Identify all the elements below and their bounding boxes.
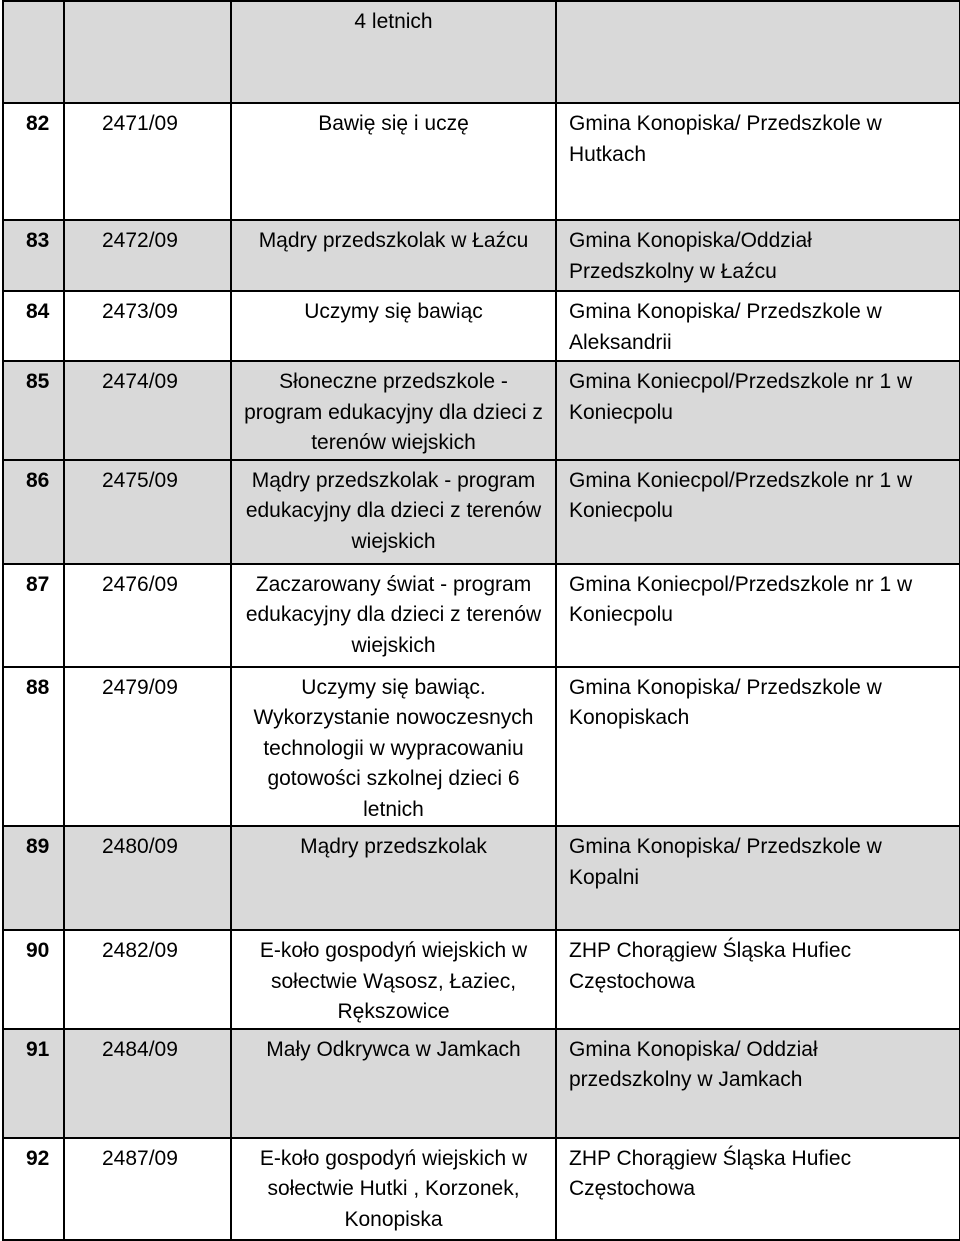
table-row [3, 1, 960, 103]
org-cell [556, 1, 960, 103]
org-cell: Gmina Konopiska/Oddział Przedszkolny w Łaźcu [556, 220, 960, 291]
id-cell: 2474/09 [64, 361, 231, 460]
title-cell: Uczymy się bawiąc [231, 291, 556, 361]
title-cell: Mądry przedszkolak w Łaźcu [231, 220, 556, 291]
id-cell: 2473/09 [64, 291, 231, 361]
org-cell: Gmina Konopiska/ Przedszkole w Hutkach [556, 103, 960, 220]
id-cell: 2484/09 [64, 1029, 231, 1138]
id-cell: 2480/09 [64, 826, 231, 930]
title-cell: 4 letnich [231, 1, 556, 103]
title-cell: Mądry przedszkolak - program edukacyjny dla dzieci z terenów wiejskich [231, 460, 556, 564]
num-cell: 86 [3, 460, 64, 564]
num-cell: 84 [3, 291, 64, 361]
num-cell: 92 [3, 1138, 64, 1240]
title-cell: Mały Odkrywca w Jamkach [231, 1029, 556, 1138]
table-row [3, 930, 960, 1029]
id-cell: 2476/09 [64, 564, 231, 667]
title-cell: E-koło gospodyń wiejskich w sołectwie Hutki , Korzonek, Konopiska [231, 1138, 556, 1240]
id-cell: 2487/09 [64, 1138, 231, 1240]
table-row [3, 103, 960, 220]
org-cell: Gmina Konopiska/ Przedszkole w Kopalni [556, 826, 960, 930]
id-cell: 2471/09 [64, 103, 231, 220]
id-cell: 2482/09 [64, 930, 231, 1029]
num-cell [3, 1, 64, 103]
table-row [3, 564, 960, 667]
table-row [3, 220, 960, 291]
num-cell: 89 [3, 826, 64, 930]
title-cell: E-koło gospodyń wiejskich w sołectwie Wąsosz, Łaziec, Rększowice [231, 930, 556, 1029]
org-cell: Gmina Konopiska/ Przedszkole w Aleksandrii [556, 291, 960, 361]
num-cell: 82 [3, 103, 64, 220]
org-cell: Gmina Koniecpol/Przedszkole nr 1 w Koniecpolu [556, 361, 960, 460]
table-row [3, 826, 960, 930]
table-row [3, 1029, 960, 1138]
num-cell: 83 [3, 220, 64, 291]
org-cell: ZHP Chorągiew Śląska Hufiec Częstochowa [556, 930, 960, 1029]
org-cell: Gmina Konopiska/ Oddział przedszkolny w Jamkach [556, 1029, 960, 1138]
num-cell: 90 [3, 930, 64, 1029]
projects-table [2, 0, 960, 1241]
num-cell: 85 [3, 361, 64, 460]
table-row [3, 460, 960, 564]
id-cell [64, 1, 231, 103]
table-row [3, 1138, 960, 1240]
org-cell: Gmina Konopiska/ Przedszkole w Konopiskach [556, 667, 960, 827]
org-cell: ZHP Chorągiew Śląska Hufiec Częstochowa [556, 1138, 960, 1240]
title-cell: Słoneczne przedszkole - program edukacyjny dla dzieci z terenów wiejskich [231, 361, 556, 460]
id-cell: 2479/09 [64, 667, 231, 827]
table-row [3, 291, 960, 361]
org-cell: Gmina Koniecpol/Przedszkole nr 1 w Koniecpolu [556, 564, 960, 667]
num-cell: 88 [3, 667, 64, 827]
title-cell: Bawię się i uczę [231, 103, 556, 220]
table-row [3, 361, 960, 460]
table-row [3, 667, 960, 827]
org-cell: Gmina Koniecpol/Przedszkole nr 1 w Koniecpolu [556, 460, 960, 564]
title-cell: Uczymy się bawiąc. Wykorzystanie nowoczesnych technologii w wypracowaniu gotowości szkolnej dzieci 6 letnich [231, 667, 556, 827]
title-cell: Zaczarowany świat - program edukacyjny dla dzieci z terenów wiejskich [231, 564, 556, 667]
id-cell: 2475/09 [64, 460, 231, 564]
num-cell: 87 [3, 564, 64, 667]
num-cell: 91 [3, 1029, 64, 1138]
title-cell: Mądry przedszkolak [231, 826, 556, 930]
id-cell: 2472/09 [64, 220, 231, 291]
